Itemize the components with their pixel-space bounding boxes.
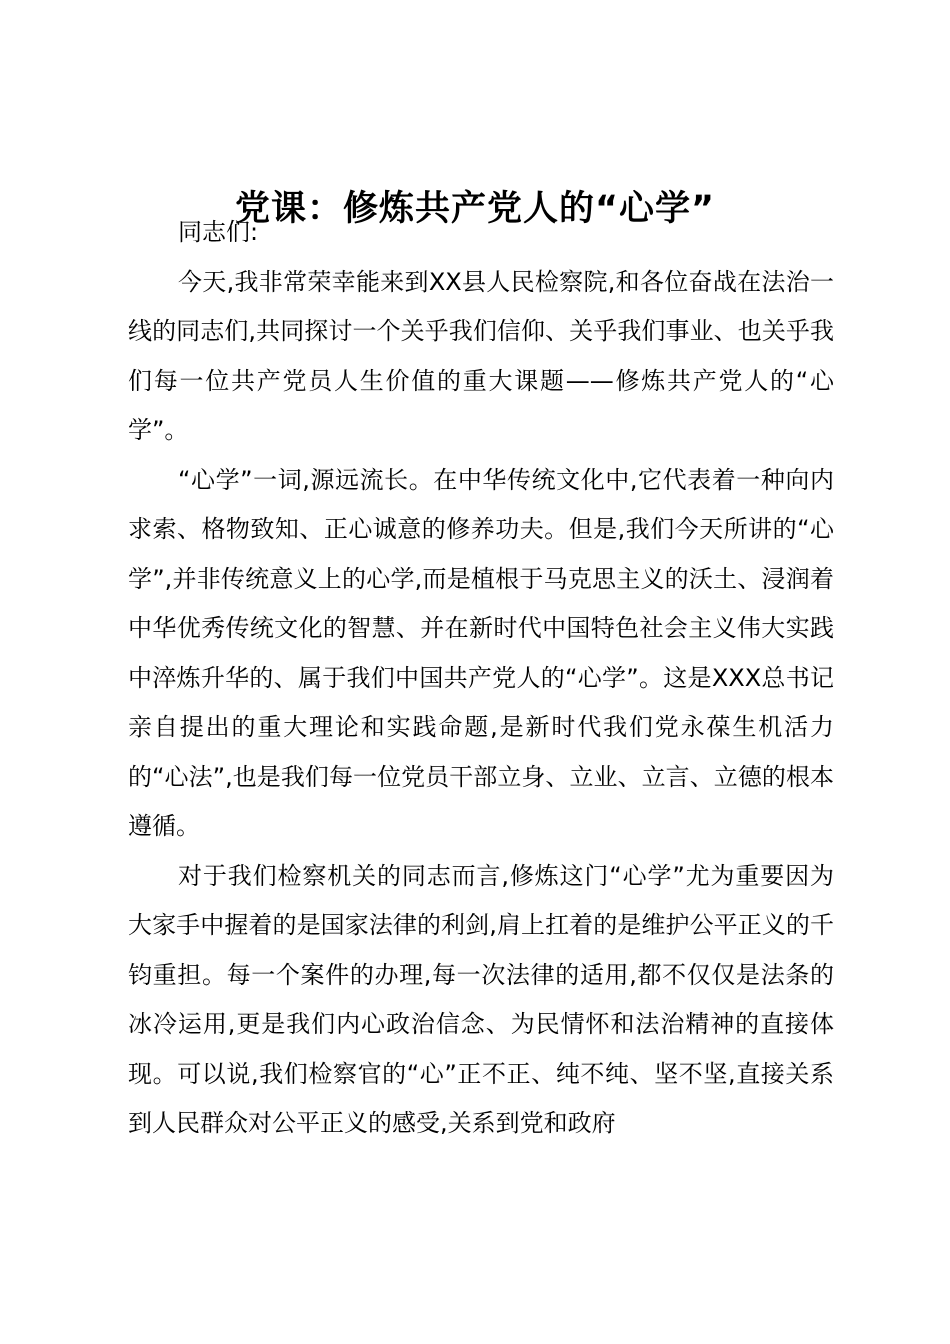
body-paragraph: 今天,我非常荣幸能来到XX县人民检察院,和各位奋战在法治一线的同志们,共同探讨一个关乎我们信仰、关乎我们事业、也关乎我们每一位共产党员人生价值的重大课题——修炼共产党人的“心学”。: [128, 267, 834, 444]
document-title: 党课：修炼共产党人的“心学”: [234, 189, 715, 229]
body-paragraph: 对于我们检察机关的同志而言,修炼这门“心学”尤为重要因为大家手中握着的是国家法律的利剑,肩上扛着的是维护公平正义的千钧重担。每一个案件的办理,每一次法律的适用,都不仅仅是法条的冰冷运用,更是我们内心政治信念、为民情怀和法治精神的直接体现。可以说,我们检察官的“心”正不正、纯不纯、坚不坚,直接关系到人民群众对公平正义的感受,关系到党和政府: [128, 861, 834, 1137]
salutation-paragraph: 同志们:: [178, 218, 259, 246]
body-paragraph: “心学”一词,源远流长。在中华传统文化中,它代表着一种向内求索、格物致知、正心诚意的修养功夫。但是,我们今天所讲的“心学”,并非传统意义上的心学,而是植根于马克思主义的沃土、浸润着中华优秀传统文化的智慧、并在新时代中国特色社会主义伟大实践中淬炼升华的、属于我们中国共产党人的“心学”。这是XXX总书记亲自提出的重大理论和实践命题,是新时代我们党永葆生机活力的“心法”,也是我们每一位党员干部立身、立业、立言、立德的根本遵循。: [128, 465, 834, 840]
document-body: [128, 208, 834, 1149]
